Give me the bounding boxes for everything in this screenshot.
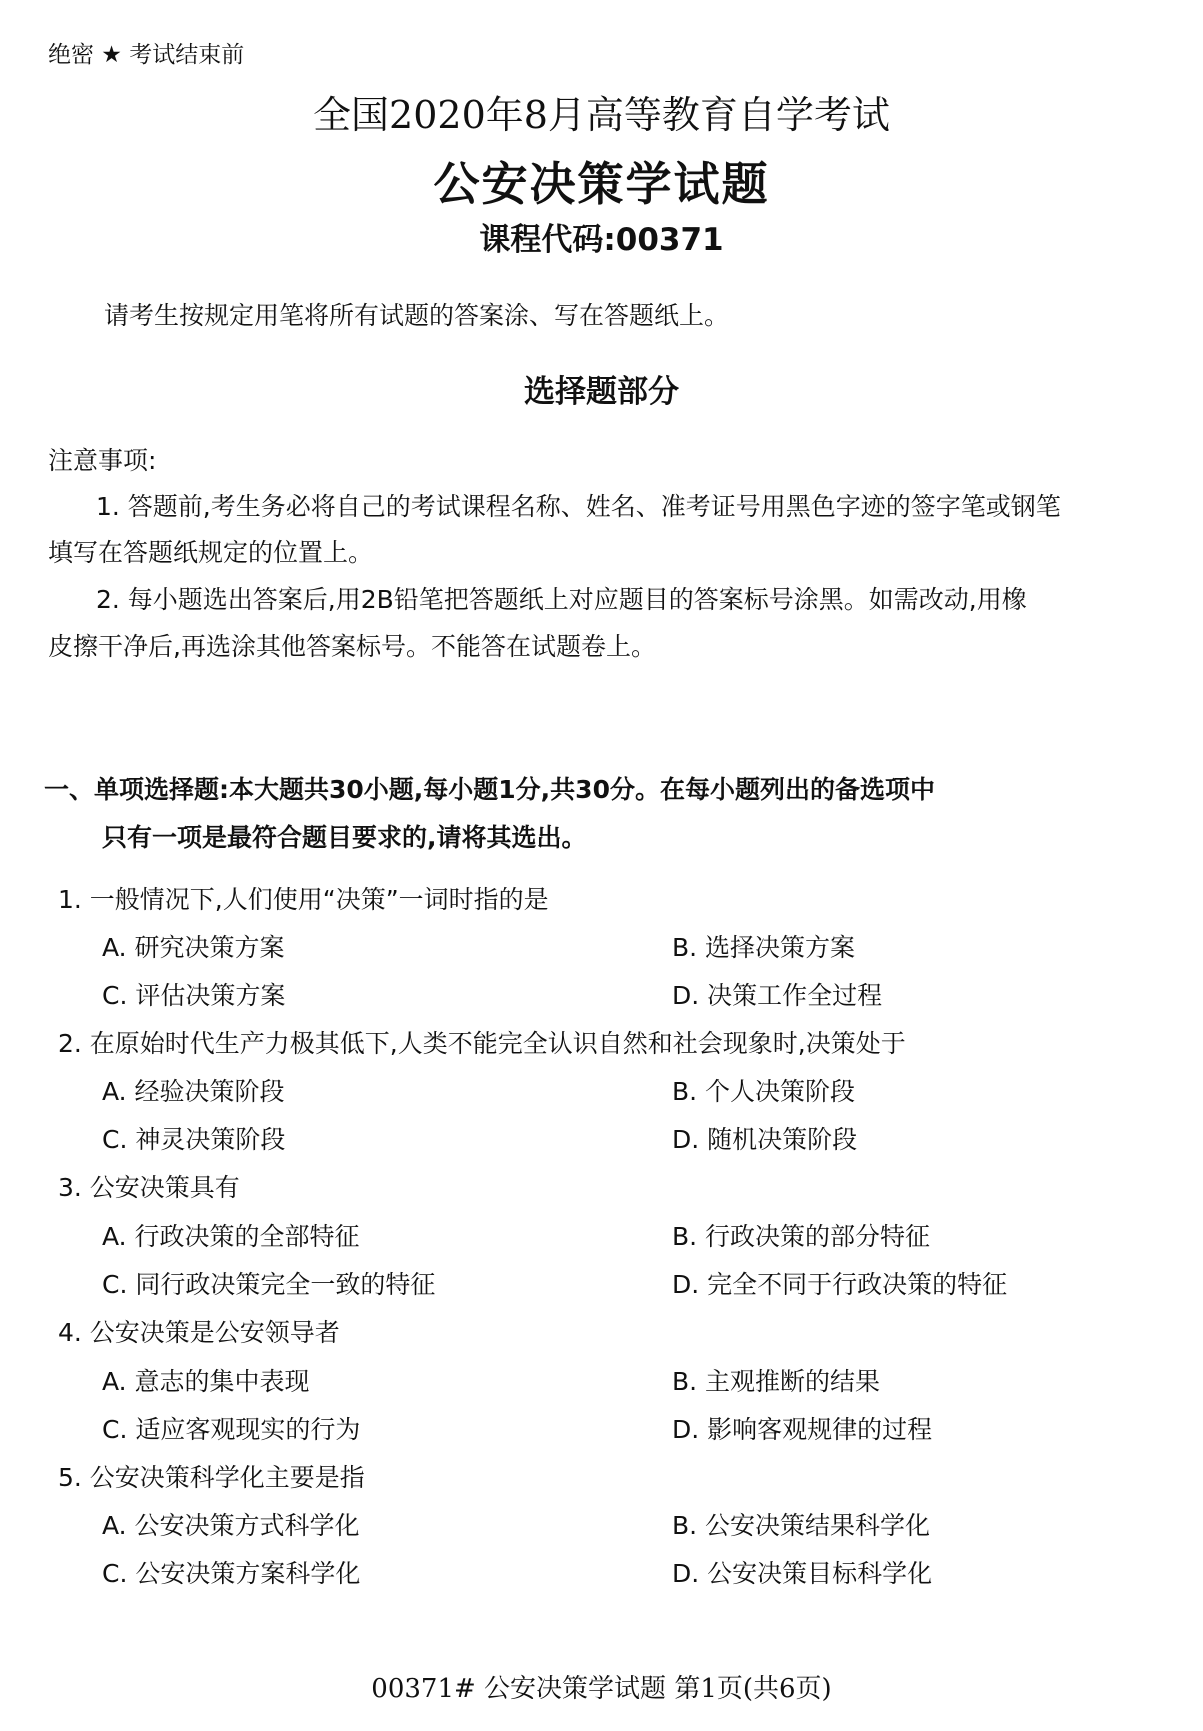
question-1-option-a: A. 研究决策方案 bbox=[102, 933, 285, 962]
question-3-option-c: C. 同行政决策完全一致的特征 bbox=[102, 1270, 436, 1299]
question-2-option-d: D. 随机决策阶段 bbox=[672, 1125, 858, 1154]
question-2-option-c: C. 神灵决策阶段 bbox=[102, 1125, 286, 1154]
question-3-option-a: A. 行政决策的全部特征 bbox=[102, 1222, 360, 1251]
question-5-option-c: C. 公安决策方案科学化 bbox=[102, 1559, 361, 1588]
question-4-stem: 4. 公安决策是公安领导者 bbox=[58, 1318, 340, 1347]
secret-mark: 绝密 ★ 考试结束前 bbox=[48, 42, 245, 68]
question-2-option-a: A. 经验决策阶段 bbox=[102, 1077, 285, 1106]
question-2-stem: 2. 在原始时代生产力极其低下,人类不能完全认识自然和社会现象时,决策处于 bbox=[58, 1029, 906, 1058]
subject-title: 公安决策学试题 bbox=[433, 157, 770, 211]
section-title: 选择题部分 bbox=[524, 374, 679, 410]
page-footer: 00371# 公安决策学试题 第1页(共6页) bbox=[371, 1674, 832, 1704]
question-3-option-b: B. 行政决策的部分特征 bbox=[672, 1222, 931, 1251]
notes-title: 注意事项: bbox=[48, 446, 157, 475]
question-4-option-a: A. 意志的集中表现 bbox=[102, 1367, 310, 1396]
question-1-option-d: D. 决策工作全过程 bbox=[672, 981, 883, 1010]
note-1-line1: 1. 答题前,考生务必将自己的考试课程名称、姓名、准考证号用黑色字迹的签字笔或钢笔 bbox=[96, 492, 1061, 521]
note-2-line1: 2. 每小题选出答案后,用2B铅笔把答题纸上对应题目的答案标号涂黑。如需改动,用橡 bbox=[96, 585, 1027, 614]
instruction: 请考生按规定用笔将所有试题的答案涂、写在答题纸上。 bbox=[104, 301, 730, 330]
course-code: 课程代码:00371 bbox=[479, 222, 724, 258]
question-4-option-c: C. 适应客观现实的行为 bbox=[102, 1415, 361, 1444]
question-3-stem: 3. 公安决策具有 bbox=[58, 1173, 240, 1202]
question-1-option-b: B. 选择决策方案 bbox=[672, 933, 856, 962]
part1-heading-line1: 一、单项选择题:本大题共30小题,每小题1分,共30分。在每小题列出的备选项中 bbox=[44, 775, 935, 804]
question-5-option-d: D. 公安决策目标科学化 bbox=[672, 1559, 933, 1588]
note-1-line2: 填写在答题纸规定的位置上。 bbox=[48, 538, 374, 567]
question-4-option-d: D. 影响客观规律的过程 bbox=[672, 1415, 933, 1444]
question-1-stem: 1. 一般情况下,人们使用“决策”一词时指的是 bbox=[58, 885, 549, 914]
question-3-option-d: D. 完全不同于行政决策的特征 bbox=[672, 1270, 1008, 1299]
question-2-option-b: B. 个人决策阶段 bbox=[672, 1077, 856, 1106]
question-5-option-a: A. 公安决策方式科学化 bbox=[102, 1511, 360, 1540]
question-1-option-c: C. 评估决策方案 bbox=[102, 981, 286, 1010]
question-4-option-b: B. 主观推断的结果 bbox=[672, 1367, 881, 1396]
question-5-stem: 5. 公安决策科学化主要是指 bbox=[58, 1463, 365, 1492]
part1-heading-line2: 只有一项是最符合题目要求的,请将其选出。 bbox=[102, 823, 587, 852]
question-5-option-b: B. 公安决策结果科学化 bbox=[672, 1511, 931, 1540]
exam-title: 全国2020年8月高等教育自学考试 bbox=[313, 93, 890, 137]
note-2-line2: 皮擦干净后,再选涂其他答案标号。不能答在试题卷上。 bbox=[48, 632, 656, 661]
